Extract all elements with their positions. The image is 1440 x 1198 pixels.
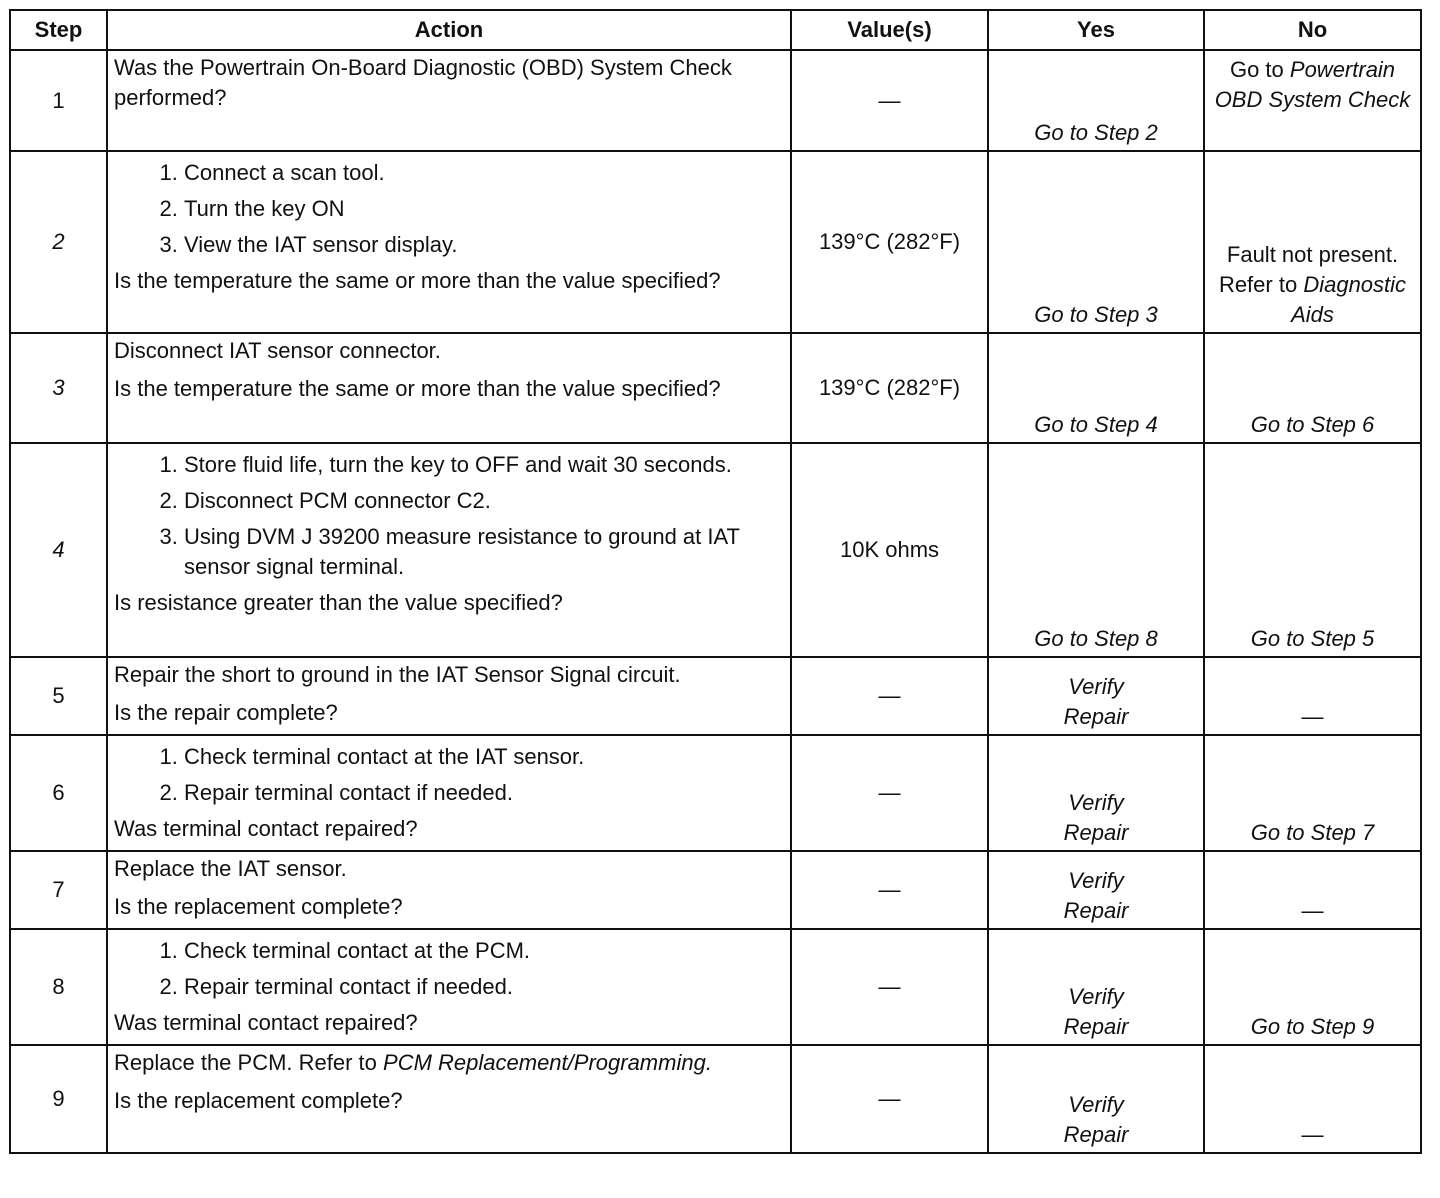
no-prefix: Go to bbox=[1229, 57, 1284, 82]
table-row bbox=[10, 151, 1421, 333]
value-cell: 139°C (282°F) bbox=[791, 151, 988, 333]
no-cell: — bbox=[1204, 1045, 1421, 1153]
action-question: Is the replacement complete? bbox=[114, 894, 403, 919]
header-yes: Yes bbox=[988, 10, 1204, 50]
table-row bbox=[10, 735, 1421, 851]
header-step: Step bbox=[10, 10, 107, 50]
no-reference: Powertrain OBD System Check bbox=[1214, 57, 1411, 112]
action-instruction: Replace the IAT sensor. bbox=[114, 856, 347, 881]
header-values: Value(s) bbox=[791, 10, 988, 50]
action-cell bbox=[107, 50, 791, 151]
action-cell bbox=[107, 333, 791, 443]
step-number: 1 bbox=[10, 50, 107, 151]
action-cell bbox=[107, 657, 791, 735]
table-row bbox=[10, 443, 1421, 657]
value-cell: — bbox=[791, 657, 988, 735]
action-question: Is the repair complete? bbox=[114, 700, 338, 725]
step-number: 6 bbox=[10, 735, 107, 851]
step-number: 7 bbox=[10, 851, 107, 929]
action-instruction bbox=[114, 1048, 784, 1078]
header-row bbox=[10, 10, 1421, 50]
no-reference: Diagnostic Aids bbox=[1291, 272, 1407, 327]
action-question: Was the Powertrain On-Board Diagnostic (OBD) System Check performed? bbox=[114, 55, 732, 110]
action-step: 2. Turn the key ON bbox=[184, 194, 784, 224]
table-row bbox=[10, 851, 1421, 929]
yes-cell: Go to Step 3 bbox=[988, 151, 1204, 333]
table-row bbox=[10, 333, 1421, 443]
step-number: 5 bbox=[10, 657, 107, 735]
action-step: 2. Repair terminal contact if needed. bbox=[184, 972, 784, 1002]
table-row bbox=[10, 1045, 1421, 1153]
action-cell bbox=[107, 151, 791, 333]
action-cell bbox=[107, 929, 791, 1045]
no-cell: — bbox=[1204, 851, 1421, 929]
action-instruction: Repair the short to ground in the IAT Sensor Signal circuit. bbox=[114, 662, 681, 687]
action-step: 3. Using DVM J 39200 measure resistance to ground at IAT sensor signal terminal. bbox=[184, 522, 784, 582]
no-cell bbox=[1204, 50, 1421, 151]
table-row bbox=[10, 929, 1421, 1045]
action-step: 1. Connect a scan tool. bbox=[184, 158, 784, 188]
header-action: Action bbox=[107, 10, 791, 50]
no-cell: Go to Step 6 bbox=[1204, 333, 1421, 443]
step-number: 3 bbox=[10, 333, 107, 443]
value-cell: 10K ohms bbox=[791, 443, 988, 657]
yes-cell: Verify Repair bbox=[988, 851, 1204, 929]
action-steps bbox=[114, 158, 784, 260]
no-cell: Go to Step 5 bbox=[1204, 443, 1421, 657]
action-step: 1. Check terminal contact at the IAT sensor. bbox=[184, 742, 784, 772]
action-question: Is the temperature the same or more than the value specified? bbox=[114, 268, 721, 293]
no-cell bbox=[1204, 151, 1421, 333]
action-question: Is resistance greater than the value specified? bbox=[114, 590, 563, 615]
header-no: No bbox=[1204, 10, 1421, 50]
action-question: Was terminal contact repaired? bbox=[114, 1010, 418, 1035]
value-cell: — bbox=[791, 851, 988, 929]
action-steps bbox=[114, 936, 784, 1002]
instruction-reference: PCM Replacement/Programming. bbox=[383, 1050, 712, 1075]
step-number: 4 bbox=[10, 443, 107, 657]
action-step: 2. Repair terminal contact if needed. bbox=[184, 778, 784, 808]
step-number: 2 bbox=[10, 151, 107, 333]
no-prefix: Fault not present. Refer to bbox=[1218, 242, 1399, 297]
action-instruction: Disconnect IAT sensor connector. bbox=[114, 338, 441, 363]
action-cell bbox=[107, 443, 791, 657]
action-steps bbox=[114, 450, 784, 582]
action-step: 2. Disconnect PCM connector C2. bbox=[184, 486, 784, 516]
action-step: 1. Check terminal contact at the PCM. bbox=[184, 936, 784, 966]
value-cell: — bbox=[791, 735, 988, 851]
no-cell: Go to Step 9 bbox=[1204, 929, 1421, 1045]
yes-cell: Go to Step 4 bbox=[988, 333, 1204, 443]
instruction-prefix: Replace the PCM. Refer to bbox=[114, 1050, 377, 1075]
action-step: 1. Store fluid life, turn the key to OFF and wait 30 seconds. bbox=[184, 450, 784, 480]
action-steps bbox=[114, 742, 784, 808]
diagnostic-table bbox=[9, 9, 1422, 1154]
table-row bbox=[10, 50, 1421, 151]
table-row bbox=[10, 657, 1421, 735]
yes-cell: Go to Step 2 bbox=[988, 50, 1204, 151]
value-cell: — bbox=[791, 1045, 988, 1153]
no-cell: Go to Step 7 bbox=[1204, 735, 1421, 851]
action-question: Is the temperature the same or more than the value specified? bbox=[114, 376, 721, 401]
yes-cell: Go to Step 8 bbox=[988, 443, 1204, 657]
value-cell: — bbox=[791, 50, 988, 151]
yes-cell: Verify Repair bbox=[988, 929, 1204, 1045]
action-cell bbox=[107, 851, 791, 929]
action-question: Is the replacement complete? bbox=[114, 1088, 403, 1113]
yes-cell: Verify Repair bbox=[988, 735, 1204, 851]
yes-cell: Verify Repair bbox=[988, 657, 1204, 735]
value-cell: 139°C (282°F) bbox=[791, 333, 988, 443]
action-question: Was terminal contact repaired? bbox=[114, 816, 418, 841]
value-cell: — bbox=[791, 929, 988, 1045]
step-number: 8 bbox=[10, 929, 107, 1045]
yes-cell: Verify Repair bbox=[988, 1045, 1204, 1153]
no-cell: — bbox=[1204, 657, 1421, 735]
action-cell bbox=[107, 735, 791, 851]
step-number: 9 bbox=[10, 1045, 107, 1153]
action-cell bbox=[107, 1045, 791, 1153]
action-step: 3. View the IAT sensor display. bbox=[184, 230, 784, 260]
